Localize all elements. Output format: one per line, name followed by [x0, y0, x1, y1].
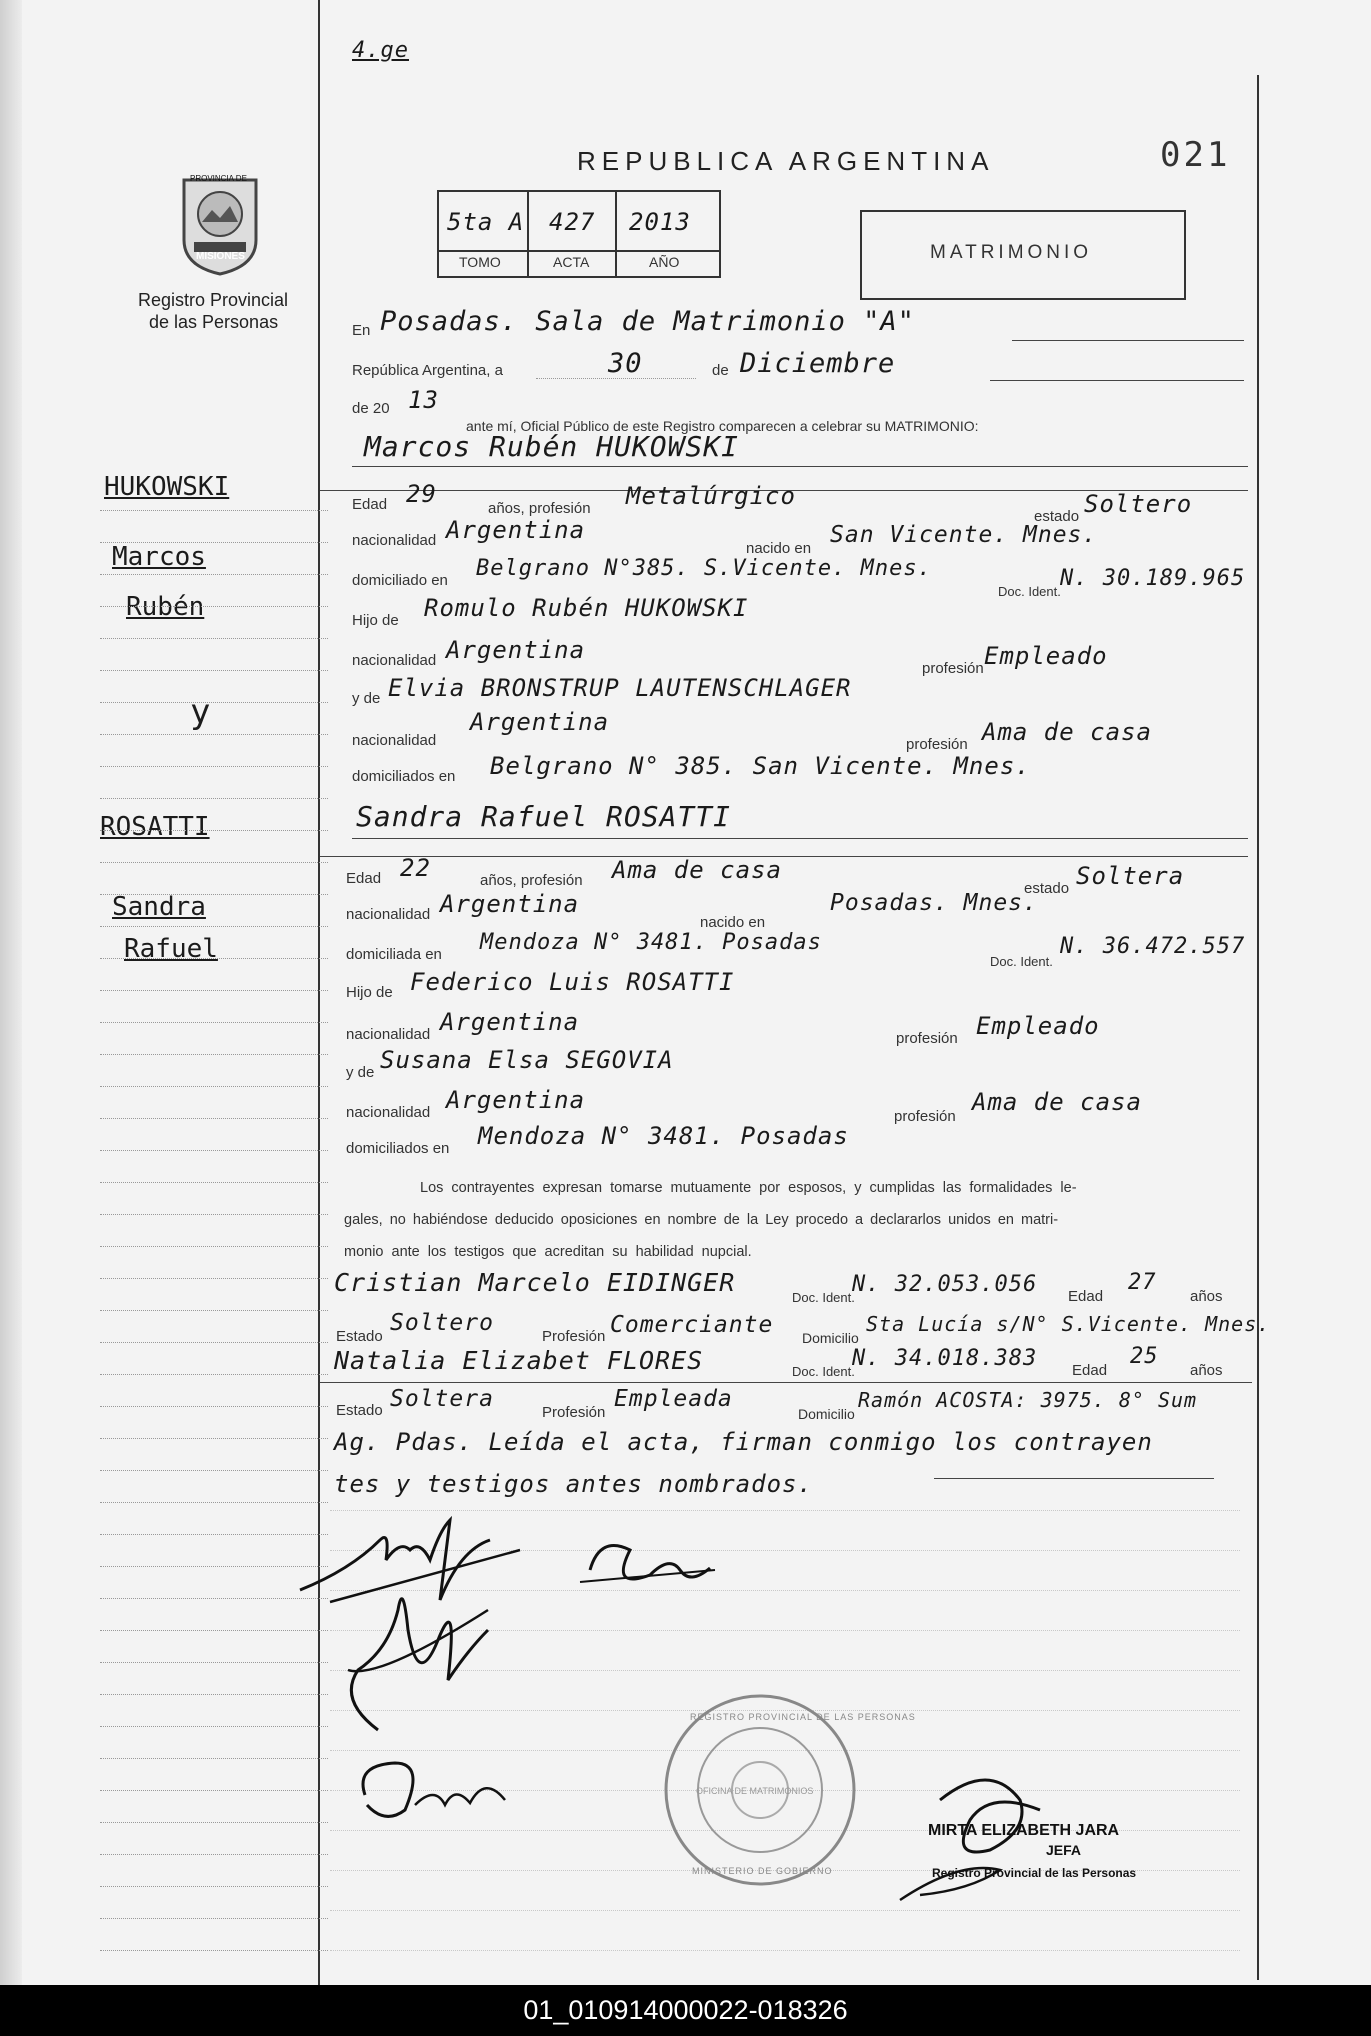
- left-column-line: [100, 1854, 328, 1855]
- left-column-line: [100, 798, 328, 799]
- left-column-line: [100, 1182, 328, 1183]
- groom-hijo-label: Hijo de: [352, 612, 399, 629]
- left-column-line: [100, 1342, 328, 1343]
- left-column-line: [100, 1214, 328, 1215]
- witness1-profession: Comerciante: [610, 1312, 774, 1338]
- left-column-line: [100, 1150, 328, 1151]
- left-column-line: [100, 1022, 328, 1023]
- witness2-doc-label: Doc. Ident.: [792, 1364, 855, 1379]
- bride-name-line: [352, 838, 1248, 839]
- groom-name-line: [352, 466, 1248, 467]
- bride-nacido-label: nacido en: [700, 914, 766, 931]
- left-column-line: [100, 702, 328, 703]
- left-column-line: [100, 1694, 328, 1695]
- groom-estado-label: estado: [1034, 508, 1080, 525]
- bride-father-prof-label: profesión: [896, 1030, 958, 1047]
- left-column-line: [100, 1406, 328, 1407]
- left-column-line: [100, 830, 328, 831]
- witness2-prof-label: Profesión: [542, 1404, 606, 1421]
- bride-nac-label: nacionalidad: [346, 906, 431, 923]
- groom-address: Belgrano N°385. S.Vicente. Mnes.: [476, 556, 932, 581]
- witness2-anos-label: años: [1190, 1362, 1223, 1379]
- closing-line-end: [934, 1478, 1214, 1479]
- bride-mother-profession: Ama de casa: [972, 1088, 1142, 1116]
- witness2-estado-label: Estado: [336, 1402, 383, 1419]
- left-column-line: [100, 734, 328, 735]
- bride-dom-label: domiciliada en: [346, 946, 442, 963]
- act-type-box: [860, 210, 1186, 300]
- margin-conjunction: y: [190, 692, 211, 732]
- groom-edad-label: Edad: [352, 496, 388, 513]
- signature-area-line: [330, 1950, 1240, 1951]
- groom-nacido-label: nacido en: [746, 540, 812, 557]
- margin-surname-bride: ROSATTI: [100, 812, 210, 842]
- month-line: [990, 380, 1244, 381]
- file-id-footer: 01_010914000022-018326: [0, 1985, 1371, 2036]
- groom-mother: Elvia BRONSTRUP LAUTENSCHLAGER: [388, 674, 852, 702]
- groom-dom-label: domiciliado en: [352, 572, 448, 589]
- witness1-doc: N. 32.053.056: [852, 1272, 1038, 1297]
- left-column-line: [100, 510, 328, 511]
- signature-area-line: [330, 1910, 1240, 1911]
- declaration-line1: Los contrayentes expresan tomarse mutuamente por esposos, y cumplidas las formalidades le-: [420, 1180, 1077, 1196]
- acta-value: 427: [549, 208, 596, 236]
- ceremony-day: 30: [608, 348, 643, 379]
- bride-birthplace: Posadas. Mnes.: [830, 890, 1038, 916]
- bride-parents-address: Mendoza N° 3481. Posadas: [478, 1122, 849, 1150]
- signature-bride-icon: [318, 1570, 508, 1740]
- left-column-line: [100, 542, 328, 543]
- witness2-profession: Empleada: [614, 1386, 733, 1412]
- left-column-line: [100, 1758, 328, 1759]
- bride-parents-dom-label: domiciliados en: [346, 1140, 450, 1157]
- groom-nac-label: nacionalidad: [352, 532, 437, 549]
- bride-nationality: Argentina: [440, 890, 580, 918]
- margin-surname-groom: HUKOWSKI: [104, 472, 230, 502]
- groom-profession: Metalúrgico: [626, 482, 796, 510]
- bride-address: Mendoza N° 3481. Posadas: [480, 930, 822, 955]
- right-margin-line: [1257, 75, 1259, 1980]
- left-column-line: [100, 766, 328, 767]
- witness1-doc-label: Doc. Ident.: [792, 1290, 855, 1305]
- left-column-line: [100, 862, 328, 863]
- groom-parents-dom-label: domiciliados en: [352, 768, 456, 785]
- groom-birthplace: San Vicente. Mnes.: [830, 522, 1098, 548]
- bride-status: Soltera: [1076, 862, 1185, 890]
- witness2-dom-label: Domicilio: [798, 1406, 855, 1422]
- witness2-doc: N. 34.018.383: [852, 1346, 1038, 1371]
- bride-edad-label: Edad: [346, 870, 382, 887]
- margin-name-groom-1: Marcos: [112, 542, 206, 572]
- left-column-line: [100, 1950, 328, 1951]
- left-column-line: [100, 1278, 328, 1279]
- groom-yde-label: y de: [352, 690, 381, 707]
- groom-father-profession: Empleado: [984, 642, 1108, 670]
- bride-estado-label: estado: [1024, 880, 1070, 897]
- left-column-line: [100, 606, 328, 607]
- register-box: [437, 190, 721, 278]
- closing-line2: tes y testigos antes nombrados.: [334, 1470, 813, 1498]
- bride-doc-label: Doc. Ident.: [990, 954, 1053, 969]
- groom-mother-profession: Ama de casa: [982, 718, 1152, 746]
- emblem-top-text: PROVINCIA DE: [190, 174, 247, 183]
- groom-father-prof-label: profesión: [922, 660, 984, 677]
- bride-doc: N. 36.472.557: [1060, 934, 1246, 959]
- country-title: REPUBLICA ARGENTINA: [577, 146, 995, 176]
- bride-hijo-label: Hijo de: [346, 984, 393, 1001]
- witness2-edad-label: Edad: [1072, 1362, 1108, 1379]
- bride-mother-prof-label: profesión: [894, 1108, 956, 1125]
- official-office: Registro Provincial de las Personas: [932, 1866, 1137, 1880]
- groom-doc: N. 30.189.965: [1060, 566, 1246, 591]
- witness1-prof-label: Profesión: [542, 1328, 606, 1345]
- left-column-line: [100, 990, 328, 991]
- groom-anos-label: años, profesión: [488, 500, 591, 517]
- witness2-name: Natalia Elizabet FLORES: [334, 1346, 704, 1375]
- witness1-estado-label: Estado: [336, 1328, 383, 1345]
- left-column-line: [100, 1886, 328, 1887]
- witness2-status: Soltera: [390, 1386, 494, 1412]
- left-column-line: [100, 1662, 328, 1663]
- witness1-name: Cristian Marcelo EIDINGER: [334, 1268, 736, 1297]
- left-column-line: [100, 1054, 328, 1055]
- bride-father-nac-label: nacionalidad: [346, 1026, 431, 1043]
- bride-yde-label: y de: [346, 1064, 375, 1081]
- left-column-line: [100, 1918, 328, 1919]
- margin-name-bride-1: Sandra: [112, 892, 206, 922]
- bride-mother-nac-label: nacionalidad: [346, 1104, 431, 1121]
- republica-label: República Argentina, a: [352, 362, 503, 379]
- groom-name: Marcos Rubén HUKOWSKI: [364, 430, 740, 463]
- bride-anos-label: años, profesión: [480, 872, 583, 889]
- bride-mother: Susana Elsa SEGOVIA: [380, 1046, 674, 1074]
- groom-father-nationality: Argentina: [446, 636, 586, 664]
- groom-nationality: Argentina: [446, 516, 586, 544]
- left-column-line: [100, 670, 328, 671]
- groom-mother-nac-label: nacionalidad: [352, 732, 437, 749]
- year-prefix: de 20: [352, 400, 390, 417]
- bride-father: Federico Luis ROSATTI: [410, 968, 735, 996]
- acta-label: ACTA: [553, 254, 590, 270]
- bride-father-profession: Empleado: [976, 1012, 1100, 1040]
- left-column-line: [100, 1790, 328, 1791]
- groom-parents-address: Belgrano N° 385. San Vicente. Mnes.: [490, 752, 1031, 780]
- de-label: de: [712, 362, 729, 379]
- ceremony-year: 13: [408, 386, 439, 414]
- corner-note: 4.ge: [352, 38, 409, 63]
- signature-witness-b-icon: [345, 1755, 515, 1830]
- left-column-line: [100, 894, 328, 895]
- left-column-line: [100, 1086, 328, 1087]
- left-column-line: [100, 1470, 328, 1471]
- witness1-anos-label: años: [1190, 1288, 1223, 1305]
- left-column-line: [100, 1630, 328, 1631]
- groom-father: Romulo Rubén HUKOWSKI: [424, 594, 749, 622]
- groom-father-nac-label: nacionalidad: [352, 652, 437, 669]
- witness1-edad-label: Edad: [1068, 1288, 1104, 1305]
- bride-age: 22: [400, 854, 431, 882]
- anio-value: 2013: [629, 208, 691, 236]
- place-line: [1012, 340, 1244, 341]
- groom-mother-nationality: Argentina: [470, 708, 610, 736]
- registry-name-line1: Registro Provincial: [138, 290, 289, 310]
- seal-outer-text: REGISTRO PROVINCIAL DE LAS PERSONAS: [690, 1712, 916, 1722]
- left-column-line: [100, 1310, 328, 1311]
- witness1-status: Soltero: [390, 1310, 494, 1336]
- anio-label: AÑO: [649, 254, 680, 270]
- groom-status: Soltero: [1084, 490, 1193, 518]
- bride-name: Sandra Rafuel ROSATTI: [356, 800, 732, 833]
- left-column-line: [100, 1726, 328, 1727]
- left-column-line: [100, 1374, 328, 1375]
- binding-edge: [0, 0, 22, 1985]
- left-column-line: [100, 574, 328, 575]
- margin-name-groom-2: Rubén: [126, 592, 205, 622]
- intro-text: ante mí, Oficial Público de este Registro comparecen a celebrar su MATRIMONIO:: [466, 418, 979, 434]
- left-column-line: [100, 1822, 328, 1823]
- groom-age: 29: [406, 480, 437, 508]
- official-name: MIRTA ELIZABETH JARA: [928, 1822, 1120, 1839]
- act-type-label: MATRIMONIO: [930, 242, 1093, 263]
- seal-inner-text: OFICINA DE MATRIMONIOS: [696, 1786, 814, 1796]
- declaration-line3: monio ante los testigos que acreditan su habilidad nupcial.: [344, 1244, 752, 1260]
- bride-mother-nationality: Argentina: [446, 1086, 586, 1114]
- groom-mother-prof-label: profesión: [906, 736, 968, 753]
- ceremony-place: Posadas. Sala de Matrimonio "A": [380, 306, 915, 337]
- registry-name-line2: de las Personas: [149, 312, 279, 332]
- signature-witness-a-icon: [570, 1530, 720, 1600]
- closing-line1: Ag. Pdas. Leída el acta, firman conmigo los contrayen: [334, 1428, 1153, 1456]
- witness1-age: 27: [1128, 1270, 1157, 1295]
- tomo-label: TOMO: [459, 254, 501, 270]
- bride-name-line-2: [320, 856, 1248, 857]
- left-column-line: [100, 926, 328, 927]
- en-label: En: [352, 322, 371, 339]
- page-number: 021: [1160, 135, 1231, 175]
- left-column-line: [100, 958, 328, 959]
- witness2-address: Ramón ACOSTA: 3975. 8° Sum: [858, 1388, 1198, 1412]
- emblem-bottom-text: MISIONES: [196, 251, 245, 262]
- witness1-address: Sta Lucía s/N° S.Vicente. Mnes.: [866, 1312, 1271, 1336]
- left-column-line: [100, 1246, 328, 1247]
- left-column-line: [100, 1438, 328, 1439]
- left-column-line: [100, 638, 328, 639]
- witness1-dom-label: Domicilio: [802, 1330, 859, 1346]
- official-title: JEFA: [1046, 1842, 1082, 1858]
- witness2-age: 25: [1130, 1344, 1159, 1369]
- bride-father-nationality: Argentina: [440, 1008, 580, 1036]
- witness2-name-line: [320, 1382, 1252, 1383]
- seal-bottom-text: MINISTERIO DE GOBIERNO: [692, 1866, 833, 1876]
- margin-name-bride-2: Rafuel: [124, 934, 218, 964]
- left-column-line: [100, 1118, 328, 1119]
- bride-profession: Ama de casa: [612, 856, 782, 884]
- groom-doc-label: Doc. Ident.: [998, 584, 1061, 599]
- tomo-value: 5ta A: [447, 208, 525, 236]
- declaration-line2: gales, no habiéndose deducido oposiciones en nombre de la Ley procedo a declararlos unidos en matri-: [344, 1212, 1059, 1228]
- ceremony-month: Diciembre: [740, 348, 896, 379]
- left-column-line: [100, 1502, 328, 1503]
